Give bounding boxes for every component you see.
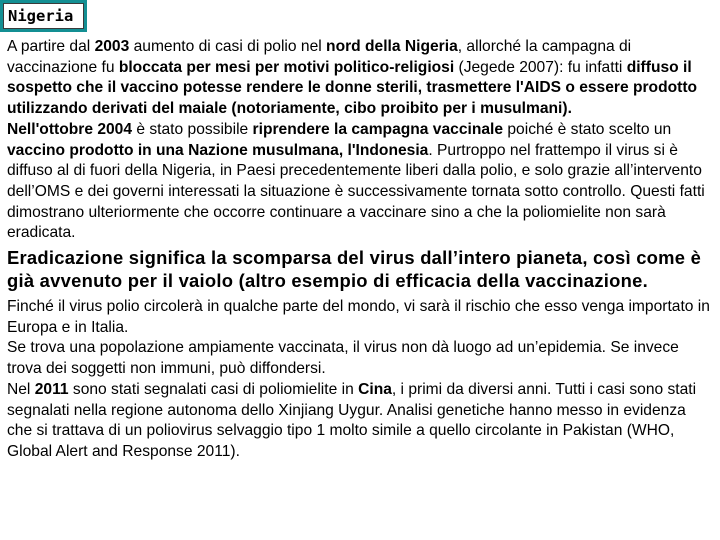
page-title: Nigeria xyxy=(3,3,84,29)
bold-run: 2003 xyxy=(94,38,130,55)
paragraph-2004-resumption xyxy=(7,120,713,244)
text-run: poiché è stato scelto un xyxy=(503,120,672,138)
bold-run: bloccata per mesi per motivi politico-religiosi xyxy=(118,58,455,76)
document-content xyxy=(7,37,713,463)
bold-run: Nell'ottobre 2004 xyxy=(7,120,133,138)
text-run: Nel xyxy=(7,380,35,398)
text-run: (Jegede 2007): fu infatti xyxy=(454,58,627,76)
paragraph-2011-china xyxy=(7,380,713,463)
text-run: aumento di casi di polio nel xyxy=(129,38,327,55)
text-run: , i primi da diversi anni. Tutti i casi sono stati segnalati nella regione autonoma dello Xinjiang Uygur. Analisi genetiche hanno messo in evidenza che si trattava di un poliovirus selvaggio tipo 1 molto simile a quello circolante in Pakistan (WHO, Global Alert and Response 2011). xyxy=(7,380,697,460)
text-run: sono stati segnalati casi di poliomielite in xyxy=(68,380,359,398)
text-run: . Purtroppo nel frattempo il virus si è diffuso al di fuori della Nigeria, in Paesi precedentemente liberi dalla polio, e solo grazie all’intervento dell’OMS e dei governi interessati la situazione è successivamente tornata sotto controllo. Questi fatti dimostrano ulteriormente che occorre continuare a vaccinare sino a che la poliomielite non sarà eradicata. xyxy=(7,141,705,242)
title-box xyxy=(0,0,87,32)
paragraph-import-risk: Finché il virus polio circolerà in qualche parte del mondo, vi sarà il rischio che esso venga importato in Europa e in Italia. xyxy=(7,298,710,336)
bold-run: vaccino prodotto in una Nazione musulmana, l'Indonesia xyxy=(7,141,429,159)
paragraph-vaccinated-population: Se trova una popolazione ampiamente vaccinata, il virus non dà luogo ad un’epidemia. Se invece trova dei soggetti non immuni, può diffondersi. xyxy=(7,339,679,378)
bold-run: Cina xyxy=(358,380,392,398)
bold-run: diffuso il sospetto che il vaccino potesse rendere le donne sterili, trasmettere l'AIDS o essere prodotto utilizzando derivati del maiale (notoriamente, cibo proibito per i musulmani). xyxy=(7,58,698,118)
paragraph-eradication: Eradicazione significa la scomparsa del virus dall’intero pianeta, così come è già avvenuto per il vaiolo (altro esempio di efficacia della vaccinazione. xyxy=(7,247,702,291)
bold-run: riprendere la campagna vaccinale xyxy=(252,120,504,138)
text-run: , allorché la campagna di vaccinazione fu xyxy=(7,38,632,76)
bold-run: 2011 xyxy=(34,380,69,398)
text-run: A partire dal xyxy=(7,38,95,55)
text-run: è stato possibile xyxy=(132,120,253,138)
bold-run: nord della Nigeria xyxy=(326,38,458,55)
paragraph-2003-outbreak xyxy=(7,37,713,120)
